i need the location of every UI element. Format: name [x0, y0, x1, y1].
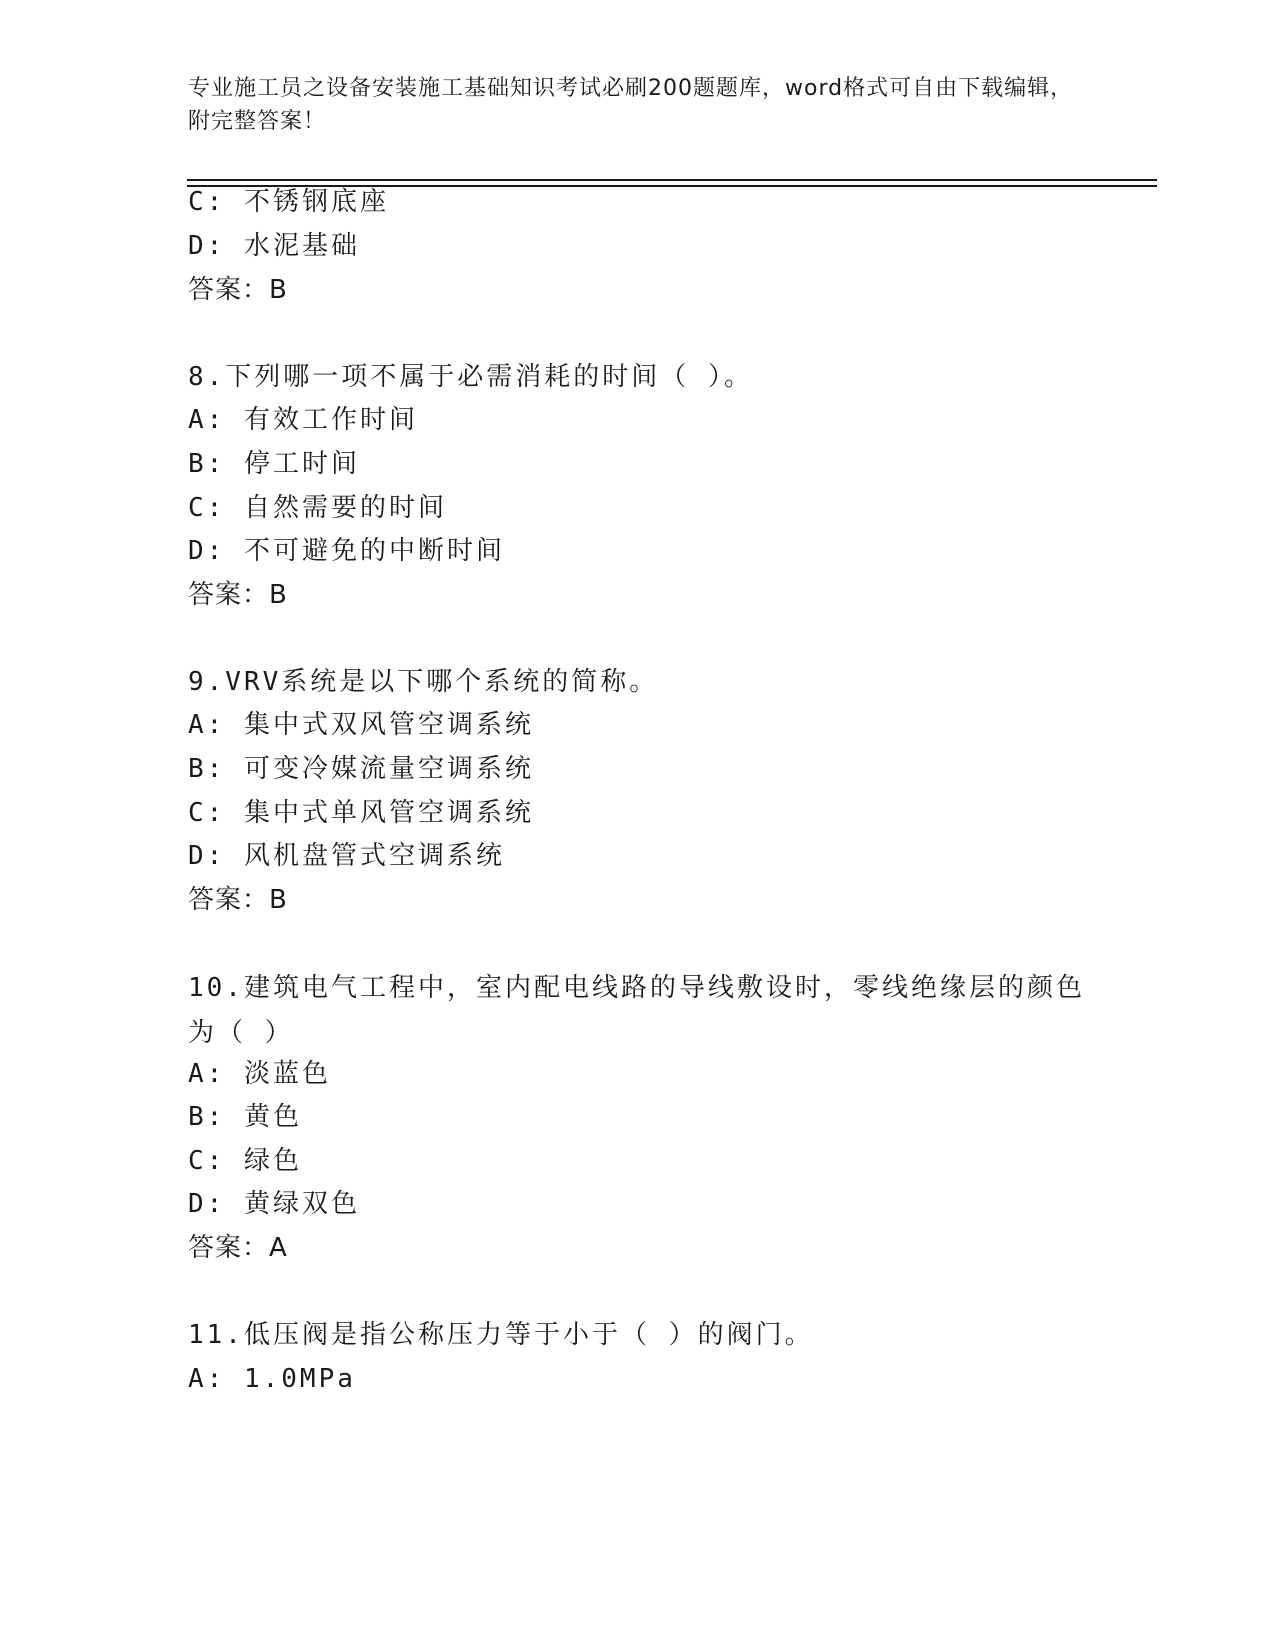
option-c: C: 集中式单风管空调系统 — [188, 798, 534, 828]
question-stem: 8.下列哪一项不属于必需消耗的时间（ ）。 — [188, 362, 753, 392]
option-d: D: 风机盘管式空调系统 — [188, 841, 505, 871]
option-label: A — [188, 405, 207, 435]
option-a: A: 有效工作时间 — [188, 405, 418, 435]
option-d: D: 黄绿双色 — [188, 1189, 360, 1219]
option-text: 集中式单风管空调系统 — [243, 798, 534, 828]
option-b: B: 停工时间 — [188, 449, 360, 479]
answer-line: 答案：B — [188, 275, 288, 305]
option-text: 绿色 — [243, 1146, 302, 1176]
option-text: 集中式双风管空调系统 — [243, 710, 534, 740]
option-text: 可变冷媒流量空调系统 — [243, 754, 534, 784]
option-a: A: 淡蓝色 — [188, 1059, 331, 1089]
option-label: A — [188, 1059, 207, 1089]
option-label: A — [188, 1364, 207, 1394]
option-text: 不锈钢底座 — [243, 187, 389, 217]
option-b: B: 可变冷媒流量空调系统 — [188, 754, 534, 784]
option-text: 水泥基础 — [243, 231, 360, 261]
option-text: 黄绿双色 — [243, 1189, 360, 1219]
option-c: C: 不锈钢底座 — [188, 187, 389, 217]
option-label: C — [188, 798, 207, 828]
option-label: C — [188, 493, 207, 523]
option-c: C: 绿色 — [188, 1146, 302, 1176]
option-label: A — [188, 710, 207, 740]
option-text: 有效工作时间 — [243, 405, 418, 435]
answer-line: 答案：B — [188, 580, 288, 610]
option-label: C — [188, 1146, 207, 1176]
document-header: 专业施工员之设备安装施工基础知识考试必刷200题题库，word格式可自由下载编辑，附完整答案！ — [188, 76, 1074, 134]
option-label: B — [188, 1102, 207, 1132]
question-stem: 10.建筑电气工程中，室内配电线路的导线敷设时，零线绝缘层的颜色为（ ） — [188, 973, 1085, 1048]
option-label: B — [188, 754, 207, 784]
option-label: C — [188, 187, 207, 217]
option-text: 淡蓝色 — [243, 1059, 331, 1089]
question-stem: 11.低压阀是指公称压力等于小于（ ）的阀门。 — [188, 1320, 814, 1350]
option-c: C: 自然需要的时间 — [188, 493, 447, 523]
option-text: 停工时间 — [243, 449, 360, 479]
answer-line: 答案：A — [188, 1233, 288, 1263]
answer-line: 答案：B — [188, 885, 288, 915]
option-label: B — [188, 449, 207, 479]
option-d: D: 不可避免的中断时间 — [188, 536, 505, 566]
option-text: 黄色 — [243, 1102, 302, 1132]
option-label: D — [188, 231, 207, 261]
question-stem: 9.VRV系统是以下哪个系统的简称。 — [188, 667, 659, 697]
option-label: D — [188, 841, 207, 871]
option-text: 1.0MPa — [243, 1364, 356, 1394]
option-text: 不可避免的中断时间 — [243, 536, 505, 566]
option-label: D — [188, 536, 207, 566]
option-d: D: 水泥基础 — [188, 231, 360, 261]
option-text: 风机盘管式空调系统 — [243, 841, 505, 871]
option-a: A: 1.0MPa — [188, 1364, 356, 1394]
option-a: A: 集中式双风管空调系统 — [188, 710, 534, 740]
option-text: 自然需要的时间 — [243, 493, 447, 523]
header-divider-top — [187, 179, 1157, 181]
option-b: B: 黄色 — [188, 1102, 302, 1132]
option-label: D — [188, 1189, 207, 1219]
